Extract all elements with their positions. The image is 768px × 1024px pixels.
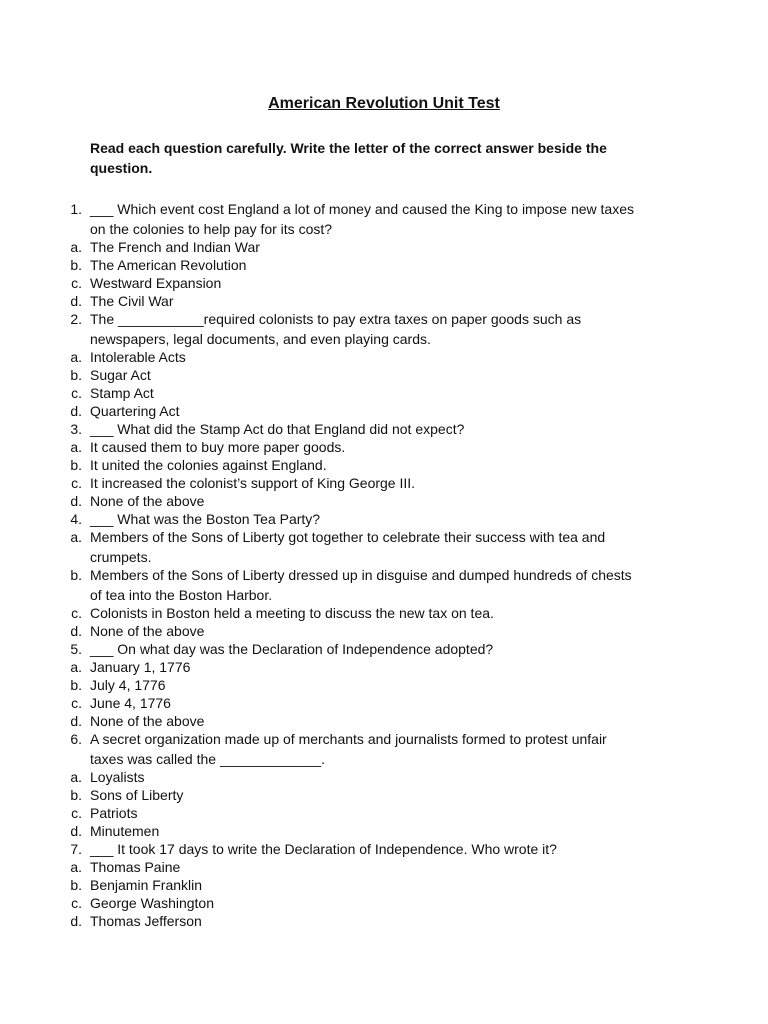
question-number: 3. <box>70 421 82 437</box>
option-letter: c. <box>71 805 82 821</box>
option-text: Members of the Sons of Liberty dressed up in disguise and dumped hundreds of chests <box>90 567 632 583</box>
option-text: January 1, 1776 <box>90 659 191 675</box>
question-text: ___ Which event cost England a lot of money and caused the King to impose new taxes <box>90 201 634 217</box>
question-text-continued: taxes was called the _____________. <box>90 751 326 767</box>
option-letter: d. <box>70 713 82 729</box>
option-text-continued: crumpets. <box>90 549 152 565</box>
option-text: None of the above <box>90 493 205 509</box>
option-text: It increased the colonist’s support of King George III. <box>90 475 416 491</box>
option-letter: b. <box>70 457 82 473</box>
option-letter: a. <box>70 349 82 365</box>
option-letter: d. <box>70 913 82 929</box>
option-text: Quartering Act <box>90 403 180 419</box>
option-text: The French and Indian War <box>90 239 260 255</box>
option-letter: d. <box>70 823 82 839</box>
option-letter: b. <box>70 877 82 893</box>
option-text: It caused them to buy more paper goods. <box>90 439 346 455</box>
option-text: Thomas Paine <box>90 859 181 875</box>
question-text-continued: on the colonies to help pay for its cost? <box>90 221 333 237</box>
option-text: June 4, 1776 <box>90 695 171 711</box>
question-number: 4. <box>70 511 82 527</box>
option-text: George Washington <box>90 895 214 911</box>
option-text: Sugar Act <box>90 367 151 383</box>
option-text: Patriots <box>90 805 138 821</box>
option-letter: b. <box>70 257 82 273</box>
option-letter: b. <box>70 367 82 383</box>
option-letter: a. <box>70 529 82 545</box>
option-text: Thomas Jefferson <box>90 913 202 929</box>
option-letter: c. <box>71 275 82 291</box>
option-text-continued: of tea into the Boston Harbor. <box>90 587 273 603</box>
option-text: Intolerable Acts <box>90 349 186 365</box>
option-letter: d. <box>70 403 82 419</box>
option-text: It united the colonies against England. <box>90 457 327 473</box>
option-letter: a. <box>70 659 82 675</box>
option-text: None of the above <box>90 623 205 639</box>
option-letter: c. <box>71 605 82 621</box>
option-letter: a. <box>70 859 82 875</box>
question-text: ___ What did the Stamp Act do that England did not expect? <box>90 421 465 437</box>
option-letter: a. <box>70 239 82 255</box>
option-text: Loyalists <box>90 769 145 785</box>
question-number: 7. <box>70 841 82 857</box>
question-text: ___ On what day was the Declaration of Independence adopted? <box>90 641 494 657</box>
question-text: The ___________required colonists to pay extra taxes on paper goods such as <box>90 311 582 327</box>
option-text: Stamp Act <box>90 385 154 401</box>
option-letter: d. <box>70 623 82 639</box>
option-letter: a. <box>70 769 82 785</box>
option-text: Members of the Sons of Liberty got together to celebrate their success with tea and <box>90 529 606 545</box>
option-letter: c. <box>71 385 82 401</box>
question-number: 5. <box>70 641 82 657</box>
option-text: None of the above <box>90 713 205 729</box>
page-title: American Revolution Unit Test <box>268 95 500 112</box>
option-letter: c. <box>71 695 82 711</box>
question-text: ___ It took 17 days to write the Declaration of Independence. Who wrote it? <box>90 841 557 857</box>
question-number: 6. <box>70 731 82 747</box>
option-text: Colonists in Boston held a meeting to discuss the new tax on tea. <box>90 605 494 621</box>
option-letter: d. <box>70 293 82 309</box>
option-letter: c. <box>71 475 82 491</box>
option-text: Benjamin Franklin <box>90 877 203 893</box>
option-text: Minutemen <box>90 823 160 839</box>
option-letter: c. <box>71 895 82 911</box>
question-number: 2. <box>70 311 82 327</box>
option-text: Westward Expansion <box>90 275 222 291</box>
option-letter: b. <box>70 567 82 583</box>
question-text-continued: newspapers, legal documents, and even playing cards. <box>90 331 431 347</box>
option-letter: a. <box>70 439 82 455</box>
question-number: 1. <box>70 201 82 217</box>
option-letter: b. <box>70 787 82 803</box>
question-text: A secret organization made up of merchants and journalists formed to protest unfair <box>90 731 607 747</box>
option-letter: b. <box>70 677 82 693</box>
option-text: The Civil War <box>90 293 174 309</box>
question-text: ___ What was the Boston Tea Party? <box>90 511 321 527</box>
instructions: Read each question carefully. Write the letter of the correct answer beside the question. <box>90 140 607 176</box>
option-text: The American Revolution <box>90 257 247 273</box>
option-text: Sons of Liberty <box>90 787 184 803</box>
option-letter: d. <box>70 493 82 509</box>
option-text: July 4, 1776 <box>90 677 166 693</box>
